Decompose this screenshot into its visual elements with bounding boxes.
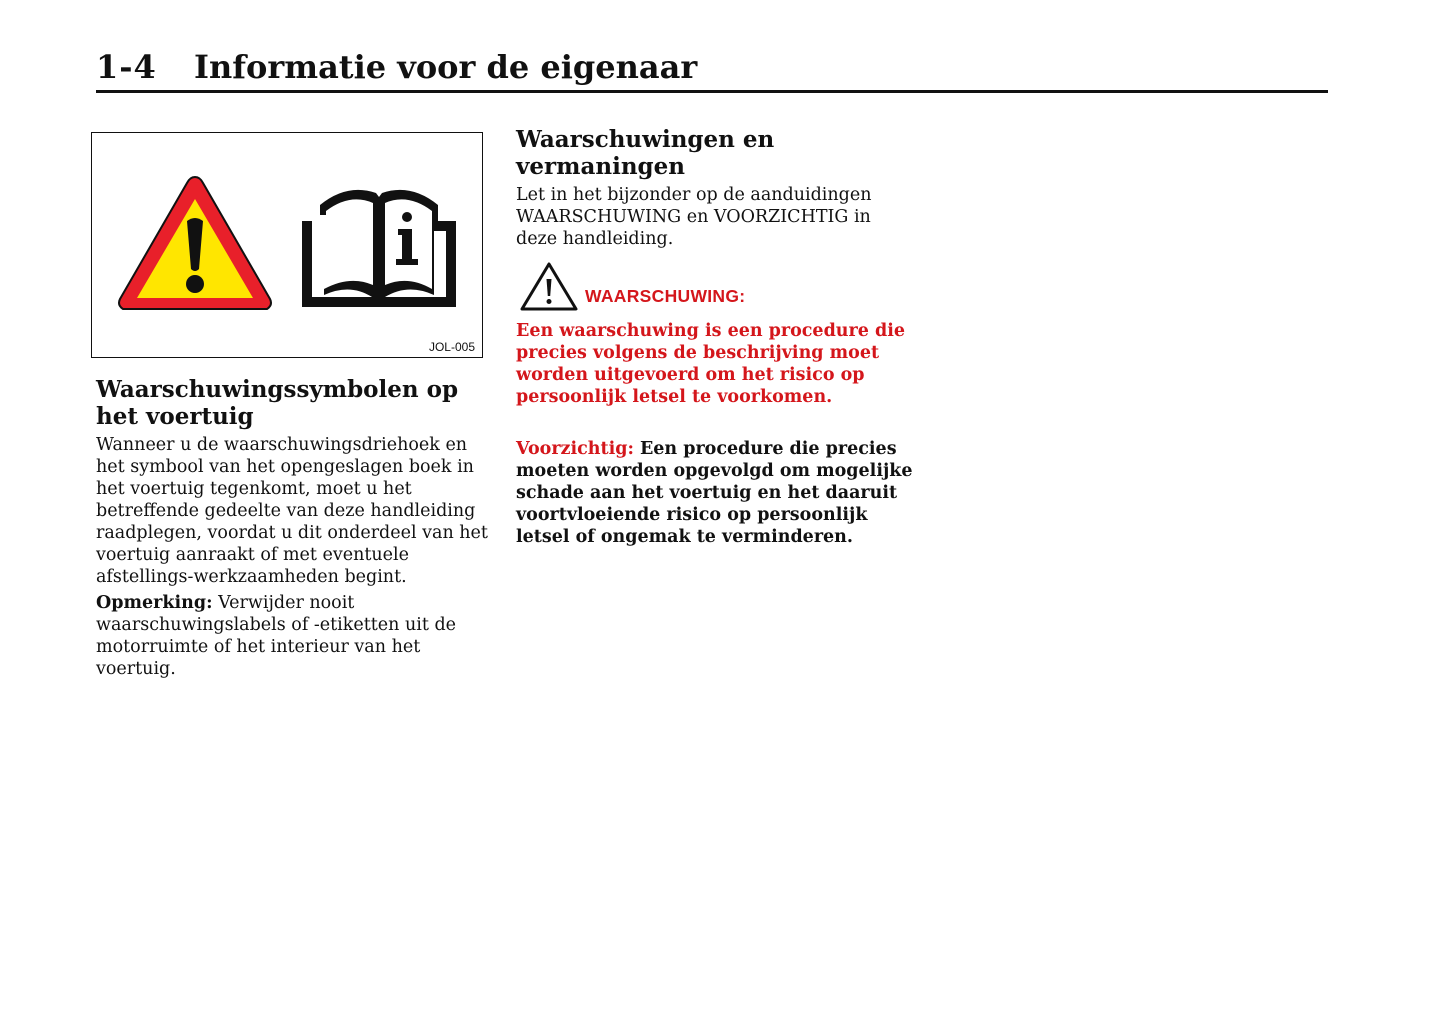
note-text: Verwijder nooit waarschuwingslabels of -etiketten uit de motorruimte of het interieur van het voertuig. (96, 593, 457, 679)
caution-label: Voorzichtig: (516, 439, 634, 459)
warning-triangle-icon (119, 177, 271, 309)
caution-paragraph (516, 438, 916, 548)
warnings-intro: Let in het bijzonder op de aanduidingen WAARSCHUWING en VOORZICHTIG in deze handleiding. (516, 185, 872, 249)
section-heading-warnings: Waarschuwingen en vermaningen (516, 126, 775, 180)
figure-code: JOL-005 (428, 340, 475, 354)
warning-text: Een waarschuwing is een procedure die precies volgens de beschrijving moet worden uitgevoerd om het risico op persoonlijk letsel te voorkomen. (516, 321, 905, 407)
warning-label: WAARSCHUWING: (585, 286, 746, 306)
warning-symbols-figure (91, 132, 483, 358)
section-heading-symbols: Waarschuwingssymbolen op het voertuig (96, 376, 459, 430)
right-column (516, 126, 916, 548)
note-label: Opmerking: (96, 593, 213, 613)
warning-icon (519, 262, 579, 312)
caution-text: Een procedure die precies moeten worden opgevolgd om mogelijke schade aan het voertuig en het daaruit voortvloeiende risico op persoonlijk letsel of ongemak te verminderen. (516, 439, 913, 547)
info-book-icon (302, 190, 456, 307)
page-number: 1-4 (96, 48, 157, 86)
left-column (96, 376, 496, 684)
page-header (96, 48, 1328, 93)
symbols-body: Wanneer u de waarschuwingsdriehoek en het symbool van het opengeslagen boek in het voertuig tegenkomt, moet u het betreffende gedeelte van deze handleiding raadplegen, voordat u dit onderdeel van het voertuig aanraakt of met eventuele afstellings-werkzaamheden begint. (96, 435, 488, 587)
note-paragraph (96, 592, 496, 680)
page-title: Informatie voor de eigenaar (194, 48, 698, 86)
warning-header (516, 262, 916, 312)
